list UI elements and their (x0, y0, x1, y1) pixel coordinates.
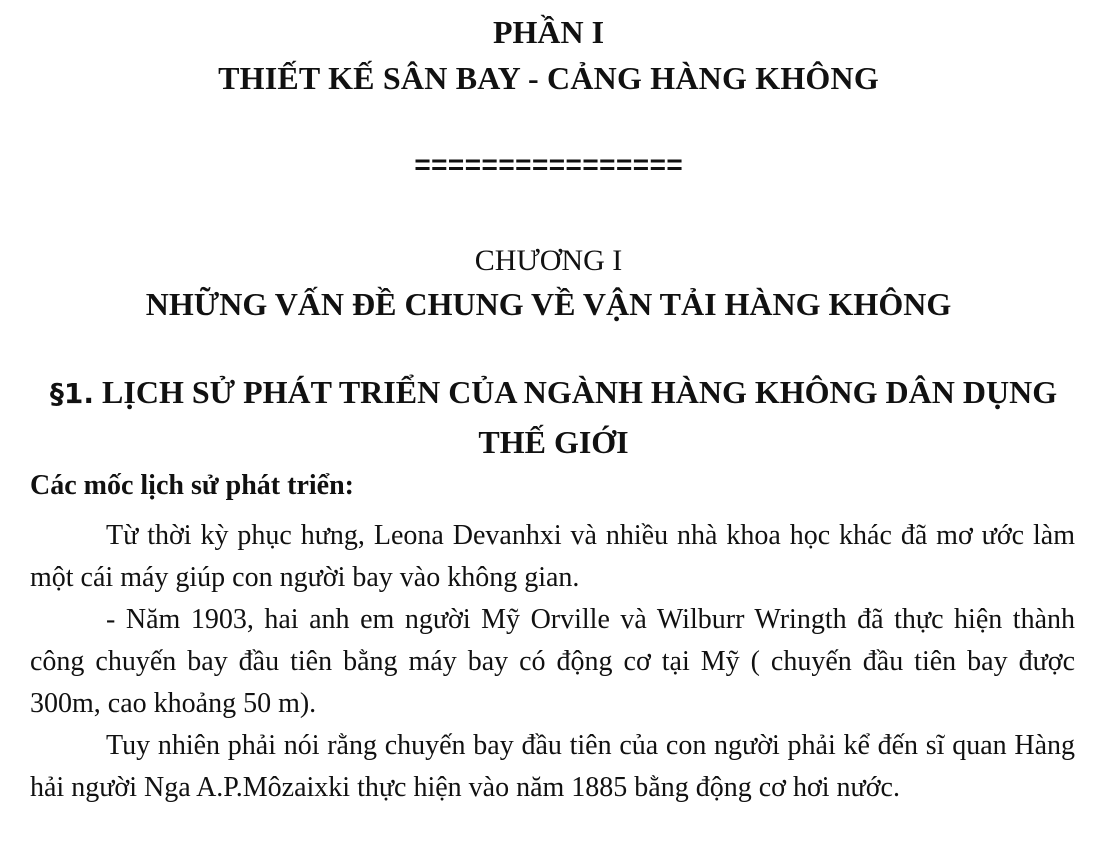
part-title: THIẾT KẾ SÂN BAY - CẢNG HÀNG KHÔNG (218, 60, 879, 96)
section-title (40, 368, 1067, 466)
chapter-label: CHƯƠNG I (474, 244, 623, 277)
chapter-title: NHỮNG VẤN ĐỀ CHUNG VỀ VẬN TẢI HÀNG KHÔNG (145, 286, 952, 322)
paragraph: Từ thời kỳ phục hưng, Leona Devanhxi và nhiều nhà khoa học khác đã mơ ước làm một cái máy giúp con người bay vào không gian. (30, 520, 1075, 593)
divider: ================ (414, 152, 683, 183)
section-title-line1 (40, 368, 1067, 418)
section-symbol: §1. (49, 377, 95, 410)
paragraph: - Năm 1903, hai anh em người Mỹ Orville và Wilburr Wringth đã thực hiện thành công chuyến bay đầu tiên bằng máy bay có động cơ tại Mỹ ( chuyến đầu tiên bay được 300m, cao khoảng 50 m). (30, 604, 1075, 719)
body-text (30, 515, 1075, 809)
section-title-line2: THẾ GIỚI (478, 424, 629, 460)
part-label: PHẦN I (492, 14, 605, 50)
paragraph: Tuy nhiên phải nói rằng chuyến bay đầu tiên của con người phải kể đến sĩ quan Hàng hải người Nga A.P.Môzaixki thực hiện vào năm 1885 bằng động cơ hơi nước. (30, 730, 1075, 803)
section-title-text: LỊCH SỬ PHÁT TRIỂN CỦA NGÀNH HÀNG KHÔNG DÂN DỤNG (94, 374, 1058, 410)
subheading: Các mốc lịch sử phát triển: (30, 470, 354, 501)
